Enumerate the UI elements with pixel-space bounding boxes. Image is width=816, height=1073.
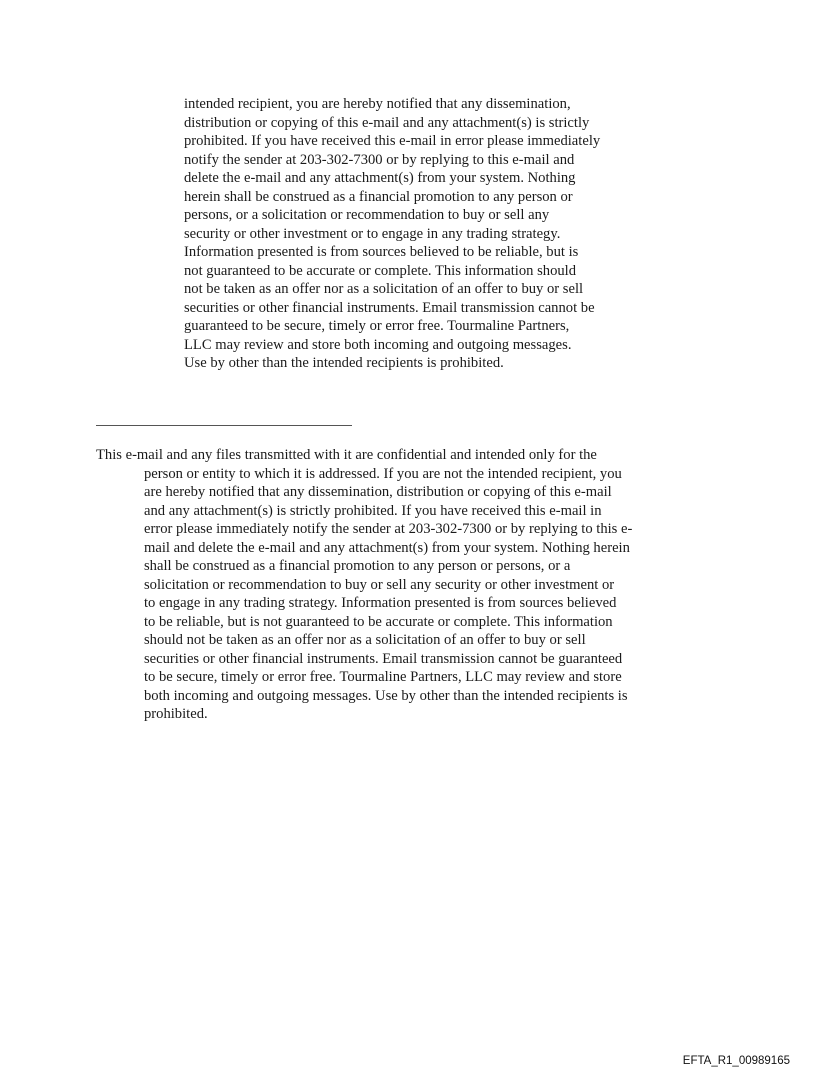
quoted-disclaimer-paragraph: intended recipient, you are hereby notified that any dissemination, distribution or copying of this e-mail and any attachment(s) is strictly prohibited. If you have received this e-mail in error please immediately notify the sender at 203-302-7300 or by replying to this e-mail and delete the e-mail and any attachment(s) from your system. Nothing herein shall be construed as a financial promotion to any person or persons, or a solicitation or recommendation to buy or sell any security or other investment or to engage in any trading strategy. Information presented is from sources believed to be reliable, but is not guaranteed to be accurate or complete. This information should not be taken as an offer nor as a solicitation of an offer to buy or sell securities or other financial instruments. Email transmission cannot be guaranteed to be secure, timely or error free. Tourmaline Partners, LLC may review and store both incoming and outgoing messages. Use by other than the intended recipients is prohibited.	[184, 96, 601, 371]
main-disclaimer-paragraph	[96, 446, 676, 724]
bates-number: EFTA_R1_00989165	[682, 1055, 790, 1067]
signature-separator-line	[96, 425, 352, 426]
main-disclaimer-first-line: This e-mail and any files transmitted with it are confidential and intended only for the	[96, 447, 597, 463]
main-disclaimer-body: person or entity to which it is addressed. If you are not the intended recipient, you are hereby notified that any dissemination, distribution or copying of this e-mail and any attachment(s) is strictly prohibited. If you have received this e-mail in error please immediately notify the sender at 203-302-7300 or by replying to this e- mail and delete the e-mail and any attachment(s) from your system. Nothing herein shall be construed as a financial promotion to any person or persons, or a solicitation or recommendation to buy or sell any security or other investment or to engage in any trading strategy. Information presented is from sources believed to be reliable, but is not guaranteed to be accurate or complete. This information should not be taken as an offer nor as a solicitation of an offer to buy or sell securities or other financial instruments. Email transmission cannot be guaranteed to be secure, timely or error free. Tourmaline Partners, LLC may review and store both incoming and outgoing messages. Use by other than the intended recipients is prohibited.	[144, 465, 633, 722]
